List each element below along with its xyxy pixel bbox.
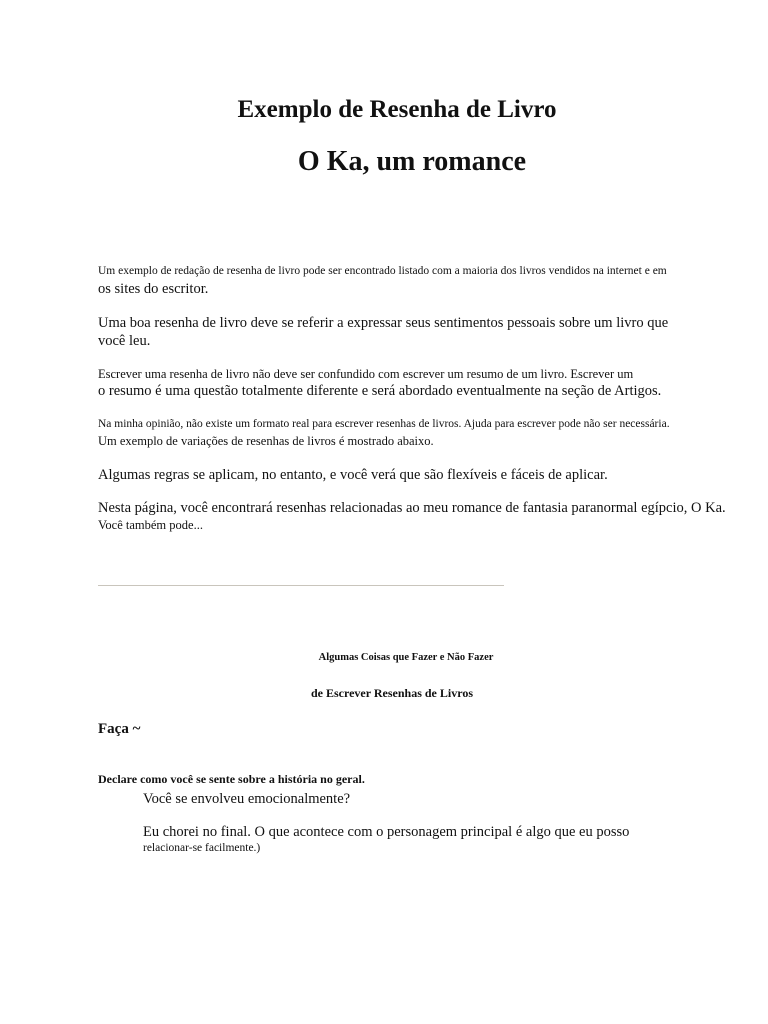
document-subtitle: O Ka, um romance	[297, 146, 527, 177]
item-title: Declare como você se sente sobre a história no geral.	[98, 772, 365, 786]
paragraph-5-line-1: Algumas regras se aplicam, no entanto, e você verá que são flexíveis e fáceis de aplicar.	[98, 467, 608, 483]
paragraph-3-line-2: o resumo é uma questão totalmente diferente e será abordado eventualmente na seção de Artigos.	[98, 383, 662, 399]
paragraph-4-line-2: Um exemplo de variações de resenhas de livros é mostrado abaixo.	[98, 434, 434, 448]
paragraph-6-line-2: Você também pode...	[98, 518, 203, 532]
paragraph-2-line-2: você leu.	[98, 333, 151, 349]
document-title: Exemplo de Resenha de Livro	[237, 96, 557, 123]
horizontal-divider	[98, 585, 504, 586]
paragraph-6-line-1: Nesta página, você encontrará resenhas relacionadas ao meu romance de fantasia paranormal egípcio, O Ka.	[98, 500, 726, 516]
paragraph-1-line-1: Um exemplo de redação de resenha de livro pode ser encontrado listado com a maioria dos livros vendidos na internet e em	[98, 265, 667, 277]
do-heading: Faça ~	[98, 721, 141, 737]
section-heading-line-2: de Escrever Resenhas de Livros	[311, 686, 473, 700]
item-question: Você se envolveu emocionalmente?	[143, 791, 351, 807]
paragraph-4-line-1: Na minha opinião, não existe um formato real para escrever resenhas de livros. Ajuda para escrever pode não ser necessária.	[98, 418, 670, 430]
paragraph-1-line-2: os sites do escritor.	[98, 281, 209, 297]
item-example-line-2: relacionar-se facilmente.)	[143, 842, 261, 854]
paragraph-3-line-1: Escrever uma resenha de livro não deve ser confundido com escrever um resumo de um livro. Escrever um	[98, 367, 634, 381]
item-example-line-1: Eu chorei no final. O que acontece com o personagem principal é algo que eu posso	[143, 824, 630, 840]
paragraph-2-line-1: Uma boa resenha de livro deve se referir a expressar seus sentimentos pessoais sobre um livro que	[98, 315, 669, 331]
section-heading-line-1: Algumas Coisas que Fazer e Não Fazer	[318, 652, 494, 663]
